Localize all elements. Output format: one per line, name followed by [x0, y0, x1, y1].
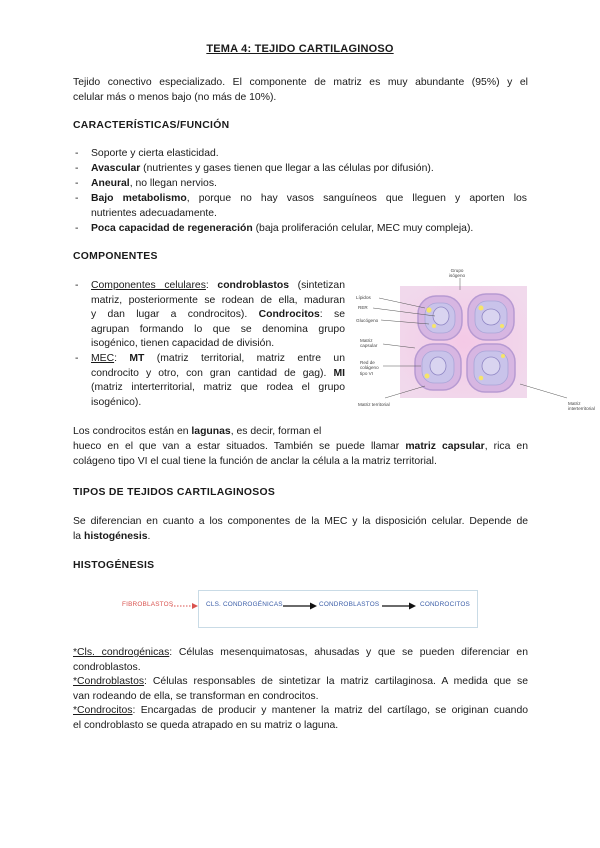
- term-underlined: MEC: [91, 352, 115, 364]
- list-item: - Bajo metabolismo, porque no hay vasos sanguíneos que lleguen y aporten los nutrientes adecuadamente.: [91, 192, 527, 221]
- section-heading-tipos: TIPOS DE TEJIDOS CARTILAGINOSOS: [73, 487, 276, 498]
- text: la: [73, 531, 84, 542]
- flow-condroblastos: CONDROBLASTOS: [319, 601, 380, 608]
- term-bold: histogénesis: [83, 531, 148, 542]
- label-text: tipo VI: [360, 370, 374, 376]
- text-line: (matriz interterritorial, matriz que rodea el grupo: [91, 382, 345, 394]
- label-text: Matriz: [360, 338, 373, 343]
- label-text: Red de: [360, 360, 375, 365]
- text: :: [205, 280, 218, 291]
- text: Los condrocitos están en: [73, 426, 192, 437]
- text-line: isogénico).: [91, 396, 142, 408]
- text: :: [114, 352, 130, 364]
- label-matriz-interterritorial: [568, 401, 595, 412]
- text-line: matriz, posteriormente se rodean de ella, maduran: [91, 294, 345, 306]
- term-bold: MI: [333, 367, 345, 379]
- text-line: Se diferencian en cuanto a los componentes de la MEC y la disposición celular. Depende de: [73, 516, 528, 527]
- text-line: van rodeando de ella, se transforman en condrocitos.: [73, 690, 319, 702]
- term-underlined: *Cls. condrogénicas: [73, 647, 170, 658]
- intro-line-2: celular más o menos bajo (no más de 10%).: [73, 92, 277, 103]
- term-underlined: *Condroblastos: [73, 676, 145, 688]
- arrow-icon: [282, 601, 318, 611]
- list-item-text: , porque no hay vasos sanguíneos que lleguen y aporten los: [186, 193, 527, 204]
- label-text: Matriz: [568, 401, 581, 406]
- isogenic-group-illustration: [355, 266, 600, 424]
- text: : Encargadas de producir y mantener la matriz del cartílago, se originan cuando: [132, 705, 528, 717]
- list-item-bold: Avascular: [91, 163, 141, 174]
- definition-item: [73, 675, 528, 704]
- text: , rica en: [484, 441, 528, 452]
- term-bold: Condrocitos: [258, 309, 320, 321]
- text: , es decir, forman el: [230, 426, 322, 437]
- label-grupo-isogeno: [449, 268, 465, 279]
- list-item-text: (baja proliferación celular, MEC muy compleja).: [252, 223, 474, 234]
- flow-box: [198, 590, 478, 628]
- term-underlined: Componentes celulares: [91, 280, 206, 291]
- term-bold: lagunas: [191, 426, 231, 437]
- text: hueco en el que van a estar situados. También se puede llamar: [73, 441, 406, 452]
- term-bold: matriz capsular: [405, 441, 485, 452]
- term-underlined: *Condrocitos: [73, 705, 133, 717]
- lagunas-paragraph: [73, 424, 528, 469]
- list-item-bold: Poca capacidad de regeneración: [91, 223, 253, 234]
- label-rer: RER: [358, 305, 368, 310]
- text-line: isogénico, tienen capacidad de división.: [91, 338, 275, 350]
- list-item: - Soporte y cierta elasticidad.: [75, 148, 219, 159]
- componentes-list: [75, 279, 345, 410]
- label-matriz-territorial: Matriz territorial: [358, 402, 390, 407]
- list-item: - Aneural, no llegan nervios.: [75, 178, 217, 189]
- section-heading-caracteristicas: CARACTERÍSTICAS/FUNCIÓN: [73, 120, 230, 131]
- definitions-block: [73, 646, 528, 734]
- label-text: isógeno: [449, 273, 466, 279]
- definition-item: [73, 704, 528, 733]
- label-text: interterritorial: [568, 406, 595, 412]
- list-item-bold: Aneural: [91, 178, 130, 189]
- tipos-paragraph: [73, 514, 528, 544]
- list-item: - Poca capacidad de regeneración (baja proliferación celular, MEC muy compleja).: [75, 223, 474, 234]
- text: y dan lugar a condrocitos).: [91, 309, 259, 321]
- list-item: - Componentes celulares: condroblastos (sintetizan matriz, posteriormente se rodean de ella, maduran y dan lugar a condrocitos). Condrocitos: se agrupan formando lo que se denomina grupo isogénico, tienen capacidad de división.: [91, 279, 345, 352]
- section-heading-componentes: COMPONENTES: [73, 251, 158, 262]
- intro-paragraph: [73, 75, 528, 105]
- page-title: TEMA 4: TEJIDO CARTILAGINOSO: [206, 43, 394, 55]
- text-line: el condroblasto se queda atrapado en su matriz o laguna.: [73, 719, 339, 731]
- term-bold: MT: [129, 352, 145, 364]
- label-lipidos: Lípidos: [356, 295, 371, 300]
- flow-cls-condrogenicas: CLS. CONDROGÉNICAS: [206, 601, 283, 608]
- list-item-text: , no llegan nervios.: [129, 178, 217, 189]
- chondrocyte-cell-4: [467, 344, 515, 392]
- label-text: Grupo: [450, 268, 464, 273]
- text-line: colágeno tipo VI el cual tiene la función de anclar la célula a la matriz territorial.: [73, 456, 437, 467]
- label-red-colageno: [360, 360, 379, 376]
- list-item-text: Soporte y cierta elasticidad.: [91, 148, 219, 159]
- intro-line-1: Tejido conectivo especializado. El componente de matriz es muy abundante (95%) y el: [73, 77, 528, 88]
- dotted-arrow: [170, 601, 200, 611]
- text: .: [147, 531, 151, 542]
- isogenic-group-figure: [355, 266, 600, 424]
- definition-item: [73, 646, 528, 675]
- label-text: capsular: [360, 343, 378, 349]
- text: (sintetizan: [289, 280, 345, 291]
- text: : Células responsables de sintetizar la matriz cartilaginosa. A medida que se: [144, 676, 528, 688]
- list-item: - MEC: MT (matriz territorial, matriz entre un condrocito y otro, con gran cantidad de gag). MI (matriz interterritorial, matriz que rodea el grupo isogénico).: [91, 352, 345, 410]
- list-item: - Avascular (nutrientes y gases tienen que llegar a las células por difusión).: [75, 163, 434, 174]
- text-line: agrupan formando lo que se denomina grupo: [91, 323, 345, 335]
- list-item-bold: Bajo metabolismo: [91, 193, 187, 204]
- term-bold: condroblastos: [217, 280, 290, 291]
- text: : se: [319, 309, 345, 321]
- chondrocyte-cell-3: [415, 344, 461, 390]
- list-item-text-continued: nutrientes adecuadamente.: [91, 207, 217, 219]
- chondrocyte-cell-1: [418, 296, 462, 340]
- arrow-icon: [381, 601, 417, 611]
- list-item-text: (nutrientes y gases tienen que llegar a las células por difusión).: [140, 163, 434, 174]
- text-line: condroblastos.: [73, 661, 141, 673]
- label-glucogeno: Glucógeno: [356, 318, 379, 323]
- chondrocyte-cell-2: [468, 294, 514, 340]
- text: : Células mesenquimatosas, ahusadas y que se pueden diferenciar en: [169, 647, 528, 658]
- text: condrocito y otro, con gran cantidad de gag).: [91, 367, 334, 379]
- section-heading-histogenesis: HISTOGÉNESIS: [73, 560, 155, 571]
- flow-condrocitos: CONDROCITOS: [420, 601, 471, 608]
- flow-fibroblastos: FIBROBLASTOS: [122, 601, 174, 608]
- text: (matriz territorial, matriz entre un: [144, 352, 345, 364]
- label-matriz-capsular: [360, 338, 377, 349]
- label-text: colágeno: [360, 365, 379, 371]
